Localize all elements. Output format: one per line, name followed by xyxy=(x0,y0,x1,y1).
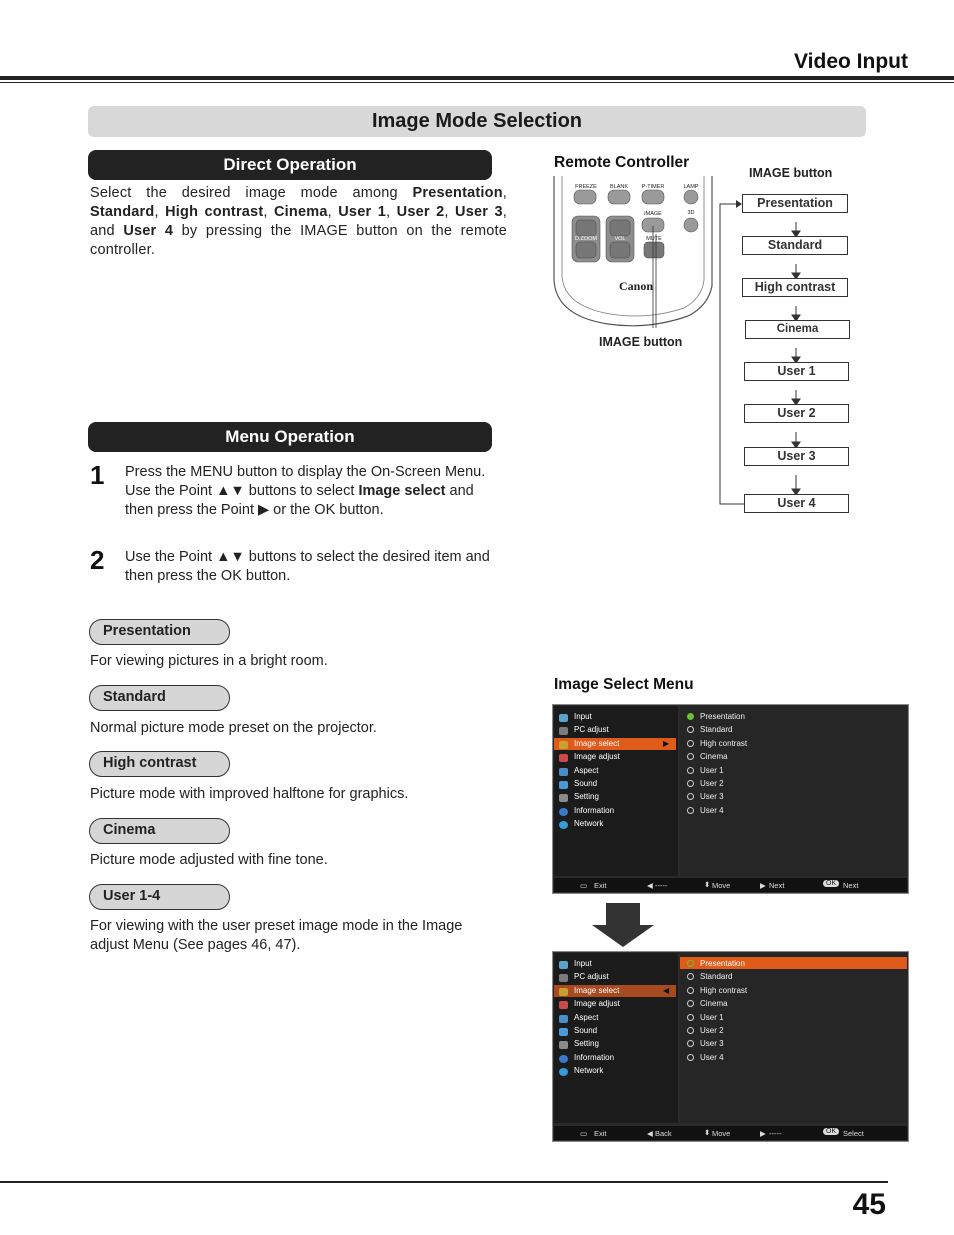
mode-tag-standard: Standard xyxy=(89,685,230,711)
key-label-blank: BLANK xyxy=(609,184,629,190)
key-label-image: IMAGE xyxy=(644,211,662,217)
osd-2-left-arrow-icon: ◀ xyxy=(663,986,670,995)
osd-2-menu-information[interactable]: Information xyxy=(574,1053,615,1062)
step-2-text: Use the Point ▲▼ buttons to select the desired item and then press the OK button. xyxy=(125,549,490,584)
osd-1-option-standard[interactable]: Standard xyxy=(687,725,732,734)
step-1-number: 1 xyxy=(90,460,105,490)
pc-adjust-icon xyxy=(559,727,568,735)
osd-2-menu-network[interactable]: Network xyxy=(574,1066,604,1075)
osd-1-menu-setting[interactable]: Setting xyxy=(574,792,599,801)
osd-1-option-user-1[interactable]: User 1 xyxy=(687,766,724,775)
big-down-arrow-icon xyxy=(592,903,654,947)
radio-icon xyxy=(687,1054,694,1061)
osd-1-guide-move: Move xyxy=(712,881,731,890)
remote-controller-illustration xyxy=(548,176,718,332)
radio-icon xyxy=(687,740,694,747)
osd-2-guide-bar xyxy=(554,1126,907,1140)
osd-2-option-user-1[interactable]: User 1 xyxy=(687,1013,724,1022)
radio-icon xyxy=(687,1040,694,1047)
radio-focused-icon xyxy=(687,960,694,967)
pc-adjust-icon xyxy=(559,974,568,982)
aspect-icon xyxy=(559,1015,568,1023)
mode-desc-presentation: For viewing pictures in a bright room. xyxy=(90,653,328,669)
osd-1-menu-pc-adjust[interactable]: PC adjust xyxy=(574,725,609,734)
right-arrow-icon: ▶ xyxy=(760,1129,766,1138)
osd-1-menu-input[interactable]: Input xyxy=(574,712,592,721)
menu-key-icon: ▭ xyxy=(580,881,588,890)
osd-1-menu-image-adjust[interactable]: Image adjust xyxy=(574,752,620,761)
radio-icon xyxy=(687,767,694,774)
image-adjust-icon xyxy=(559,754,568,762)
osd-1-guide-next: Next xyxy=(769,881,785,890)
osd-1-guide-bar xyxy=(554,878,907,892)
image-select-icon xyxy=(559,988,568,996)
menu-key-icon: ▭ xyxy=(580,1129,588,1138)
osd-2-menu-sound[interactable]: Sound xyxy=(574,1026,598,1035)
flow-step-standard: Standard xyxy=(742,236,848,255)
key-label-3d: 3D xyxy=(687,210,695,216)
osd-2-option-user-4[interactable]: User 4 xyxy=(687,1053,724,1062)
flow-step-user-3: User 3 xyxy=(744,447,849,466)
osd-2-guide-back: Back xyxy=(655,1129,672,1138)
flow-step-user-1: User 1 xyxy=(744,362,849,381)
mode-desc-cinema: Picture mode adjusted with fine tone. xyxy=(90,852,328,868)
direct-operation-heading: Direct Operation xyxy=(88,150,492,180)
radio-icon xyxy=(687,1014,694,1021)
flow-step-presentation: Presentation xyxy=(742,194,848,213)
page-title-banner: Image Mode Selection xyxy=(88,106,866,137)
network-icon xyxy=(559,821,568,829)
ok-key-icon: OK xyxy=(823,1128,839,1135)
flow-step-user-2: User 2 xyxy=(744,404,849,423)
key-label-freeze: FREEZE xyxy=(575,184,597,190)
radio-icon xyxy=(687,1027,694,1034)
step-1-text: Press the MENU button to display the On-Screen Menu. Use the Point ▲▼ buttons to select Image select and then press the Point ▶ or the OK button. xyxy=(125,464,486,518)
radio-icon xyxy=(687,780,694,787)
key-label-dzoom: D.ZOOM xyxy=(575,236,597,242)
mode-tag-cinema: Cinema xyxy=(89,818,230,844)
left-arrow-icon: ◀ xyxy=(647,881,653,890)
menu-operation-heading: Menu Operation xyxy=(88,422,492,452)
radio-icon xyxy=(687,987,694,994)
osd-2-guide-move: Move xyxy=(712,1129,731,1138)
header-rule-thin xyxy=(0,82,954,83)
osd-1-menu-information[interactable]: Information xyxy=(574,806,615,815)
osd-2-option-standard[interactable]: Standard xyxy=(687,972,732,981)
mode-desc-user: For viewing with the user preset image mode in the Image adjust Menu (See pages 46, 47). xyxy=(90,918,463,953)
osd-1-option-user-4[interactable]: User 4 xyxy=(687,806,724,815)
left-arrow-icon: ◀ xyxy=(647,1129,653,1138)
direct-operation-text: Select the desired image mode among Presentation, Standard, High contrast, Cinema, User 1, User 2, User 3, and User 4 by pressing the IMAGE button on the remote controller. xyxy=(90,185,508,258)
osd-screen-2 xyxy=(552,951,909,1142)
flow-step-user-4: User 4 xyxy=(744,494,849,513)
setting-icon xyxy=(559,794,568,802)
image-adjust-icon xyxy=(559,1001,568,1009)
key-label-vol: VOL xyxy=(614,236,626,242)
mode-tag-high-contrast: High contrast xyxy=(89,751,230,777)
image-button-label-bottom: IMAGE button xyxy=(599,335,683,349)
osd-1-option-cinema[interactable]: Cinema xyxy=(687,752,728,761)
osd-1-menu-sound[interactable]: Sound xyxy=(574,779,598,788)
section-title: Video Input xyxy=(794,50,908,73)
setting-icon xyxy=(559,1041,568,1049)
right-arrow-icon: ▶ xyxy=(760,881,766,890)
remote-brand-logo: Canon xyxy=(618,279,654,293)
osd-2-left-panel xyxy=(554,953,678,1123)
input-icon xyxy=(559,714,568,722)
osd-2-menu-image-adjust[interactable]: Image adjust xyxy=(574,999,620,1008)
mode-desc-high-contrast: Picture mode with improved halftone for graphics. xyxy=(90,786,409,802)
osd-2-option-cinema[interactable]: Cinema xyxy=(687,999,728,1008)
osd-1-menu-aspect[interactable]: Aspect xyxy=(574,766,599,775)
mode-tag-presentation: Presentation xyxy=(89,619,230,645)
page-number: 45 xyxy=(852,1188,886,1221)
osd-1-option-presentation[interactable]: Presentation xyxy=(687,712,745,721)
osd-1-guide-ok: Next xyxy=(843,881,859,890)
step-2-number: 2 xyxy=(90,545,105,575)
osd-1-option-user-2[interactable]: User 2 xyxy=(687,779,724,788)
osd-1-menu-network[interactable]: Network xyxy=(574,819,604,828)
key-label-mute: MUTE xyxy=(646,236,662,242)
image-button-label-top: IMAGE button xyxy=(749,166,833,180)
aspect-icon xyxy=(559,768,568,776)
osd-2-menu-pc-adjust[interactable]: PC adjust xyxy=(574,972,609,981)
flow-step-high-contrast: High contrast xyxy=(742,278,848,297)
osd-1-guide-back: ----- xyxy=(655,881,668,890)
osd-2-option-presentation[interactable]: Presentation xyxy=(687,959,745,968)
osd-1-option-high-contrast[interactable]: High contrast xyxy=(687,739,747,748)
flow-step-cinema: Cinema xyxy=(745,320,850,339)
osd-2-option-user-2[interactable]: User 2 xyxy=(687,1026,724,1035)
image-mode-cycle-arrows xyxy=(716,180,856,520)
osd-1-right-arrow-icon: ▶ xyxy=(663,739,670,748)
osd-2-guide-next: ----- xyxy=(769,1129,782,1138)
up-down-arrow-icon: ⬍ xyxy=(704,1128,711,1137)
osd-2-guide-ok: Select xyxy=(843,1129,864,1138)
sound-icon xyxy=(559,781,568,789)
osd-2-menu-aspect[interactable]: Aspect xyxy=(574,1013,599,1022)
osd-2-guide-exit: Exit xyxy=(594,1129,607,1138)
osd-2-menu-image-select[interactable]: Image select xyxy=(574,986,620,995)
radio-selected-icon xyxy=(687,713,694,720)
osd-2-menu-input[interactable]: Input xyxy=(574,959,592,968)
osd-1-left-panel xyxy=(554,706,678,876)
osd-1-menu-image-select[interactable]: Image select xyxy=(574,739,620,748)
ok-key-icon: OK xyxy=(823,880,839,887)
osd-1-guide-exit: Exit xyxy=(594,881,607,890)
osd-screen-1 xyxy=(552,704,909,894)
input-icon xyxy=(559,961,568,969)
radio-icon xyxy=(687,753,694,760)
radio-icon xyxy=(687,807,694,814)
osd-2-option-user-3[interactable]: User 3 xyxy=(687,1039,724,1048)
sound-icon xyxy=(559,1028,568,1036)
radio-icon xyxy=(687,1000,694,1007)
image-select-menu-title: Image Select Menu xyxy=(554,676,694,693)
image-select-icon xyxy=(559,741,568,749)
network-icon xyxy=(559,1068,568,1076)
footer-rule xyxy=(0,1181,888,1183)
osd-1-option-user-3[interactable]: User 3 xyxy=(687,792,724,801)
remote-controller-title: Remote Controller xyxy=(554,154,690,171)
radio-icon xyxy=(687,726,694,733)
information-icon xyxy=(559,808,568,816)
mode-desc-standard: Normal picture mode preset on the projector. xyxy=(90,720,377,736)
osd-2-menu-setting[interactable]: Setting xyxy=(574,1039,599,1048)
radio-icon xyxy=(687,793,694,800)
key-label-lamp: LAMP xyxy=(683,184,699,190)
header-rule xyxy=(0,76,954,80)
key-label-ptimer: P-TIMER xyxy=(641,184,665,190)
information-icon xyxy=(559,1055,568,1063)
up-down-arrow-icon: ⬍ xyxy=(704,880,711,889)
osd-2-option-high-contrast[interactable]: High contrast xyxy=(687,986,747,995)
radio-icon xyxy=(687,973,694,980)
mode-tag-user: User 1-4 xyxy=(89,884,230,910)
